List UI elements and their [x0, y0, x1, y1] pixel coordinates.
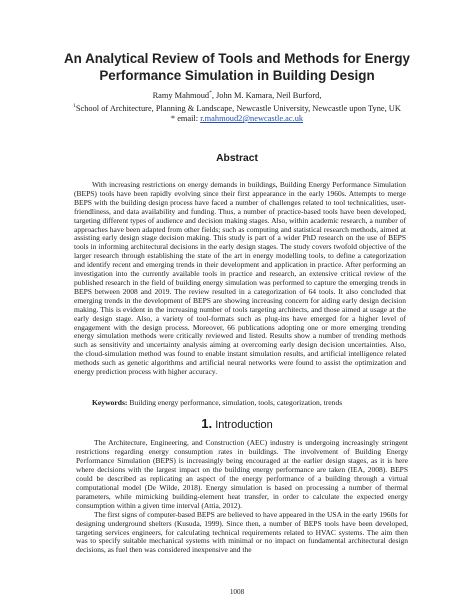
section-heading: [40, 416, 434, 431]
author-names: [40, 88, 434, 101]
page-number: 1008: [229, 588, 245, 596]
author-block: [40, 88, 434, 124]
intro-paragraph-2: The first signs of computer-based BEPS are believed to have appeared in the USA in the early 1960s for designing underground shelters (Kusuda, 1999). Since then, a number of BEPS tools have been developed, targeting services engineers, for calculating technical requirements related to HVAC systems. The aim then was to specify suitable mechanical systems with minimal or no impact on fundamental architectural design decisions, as fuel then was considered inexpensive and the: [76, 509, 408, 555]
author-names-lead: Ramy Mahmoud: [152, 90, 210, 100]
affiliation-text: School of Architecture, Planning & Landscape, Newcastle University, Newcastle upon Tyne, UK: [75, 103, 401, 113]
keywords-text: Building energy performance, simulation, tools, categorization, trends: [129, 398, 343, 407]
author-affiliation: [40, 101, 434, 114]
email-link[interactable]: r.mahmoud2@newcastle.ac.uk: [200, 114, 304, 123]
keywords-label: Keywords:: [92, 398, 128, 407]
intro-paragraph-1: The Architecture, Engineering, and Construction (AEC) industry is undergoing increasingly stringent restrictions regarding energy consumption rates in buildings. The involvement of Building Energy Performance Simulation (BEPS) is increasingly being encouraged at the earlier design stages, as it is here where decisions with the largest impact on the building energy performance are taken (IEA, 2008). BEPS could be described as replicating an aspect of the energy performance of a building through a virtual computational model (De Wilde, 2018). Energy simulation is based on processing a number of thermal parameters, while mimicking building-element heat transfer, in order to calculate the expected energy consumption within a given time interval (Attia, 2012).: [76, 438, 408, 510]
keywords: [92, 398, 412, 407]
contact-line: [40, 114, 434, 124]
introduction-body: [76, 439, 408, 555]
author-names-rest: , John M. Kamara, Neil Burford,: [211, 90, 322, 100]
paper-title: An Analytical Review of Tools and Methods for Energy Performance Simulation in Building Design: [64, 51, 410, 83]
abstract-heading: Abstract: [216, 153, 258, 164]
affiliation-mark: 1: [73, 103, 76, 109]
abstract-text: With increasing restrictions on energy demands in buildings, Building Energy Performance Simulation (BEPS) tools have been rapidly evolving since their first appearance in the early 1960s. Attempts to merge BEPS with the building design process have faced a number of challenges related to tool technicalities, user-friendliness, and data availability and funding. Thus, a number of practice-based tools have been developed, targeting different types of audience and decision making stages. Also, within academic research, a number of approaches have been adapted from other fields; such as computing and statistical research methods, aimed at assisting early design stage decision making. This study is part of a wider PhD research on the use of BEPS tools in informing architectural decisions in the early design stages. The study covers twofold objective of the larger research through establishing the state of the art in energy modelling tools, to define a categorization and identify recent and emerging trends in their development and application in practice. After performing an investigation into the currently available tools in practice and research, an extensive critical review of the published research in the field of building energy simulation was performed to capture the emerging trends in BEPS between 2008 and 2019. The review resulted in a categorization of 64 tools. It also concluded that emerging trends in the development of BEPS are showing increasing concern for aiding early design decision making. This is evident in the increasing number of tools targeting architects, and those aimed at usage at the early design stage. Also, a variety of tool-formats such as plug-ins have emerged for a higher level of engagement with the design process. Moreover, 66 publications adopting one or more emerging trending energy simulation methods were critically reviewed and listed. Results show a number of trending methods such as sensitivity and uncertainty analysis aiming at overcoming early design decision uncertainties. Also, the cloud-simulation method was found to enable instant simulation results, and artificial intelligence related methods such as genetic algorithms and artificial neural networks were found to assist the optimization and energy prediction process with higher accuracy.: [74, 180, 406, 377]
email-label: * email:: [170, 114, 199, 123]
section-title: Introduction: [215, 419, 273, 431]
section-number: 1.: [201, 416, 213, 431]
corresponding-author-mark: *: [209, 90, 212, 96]
